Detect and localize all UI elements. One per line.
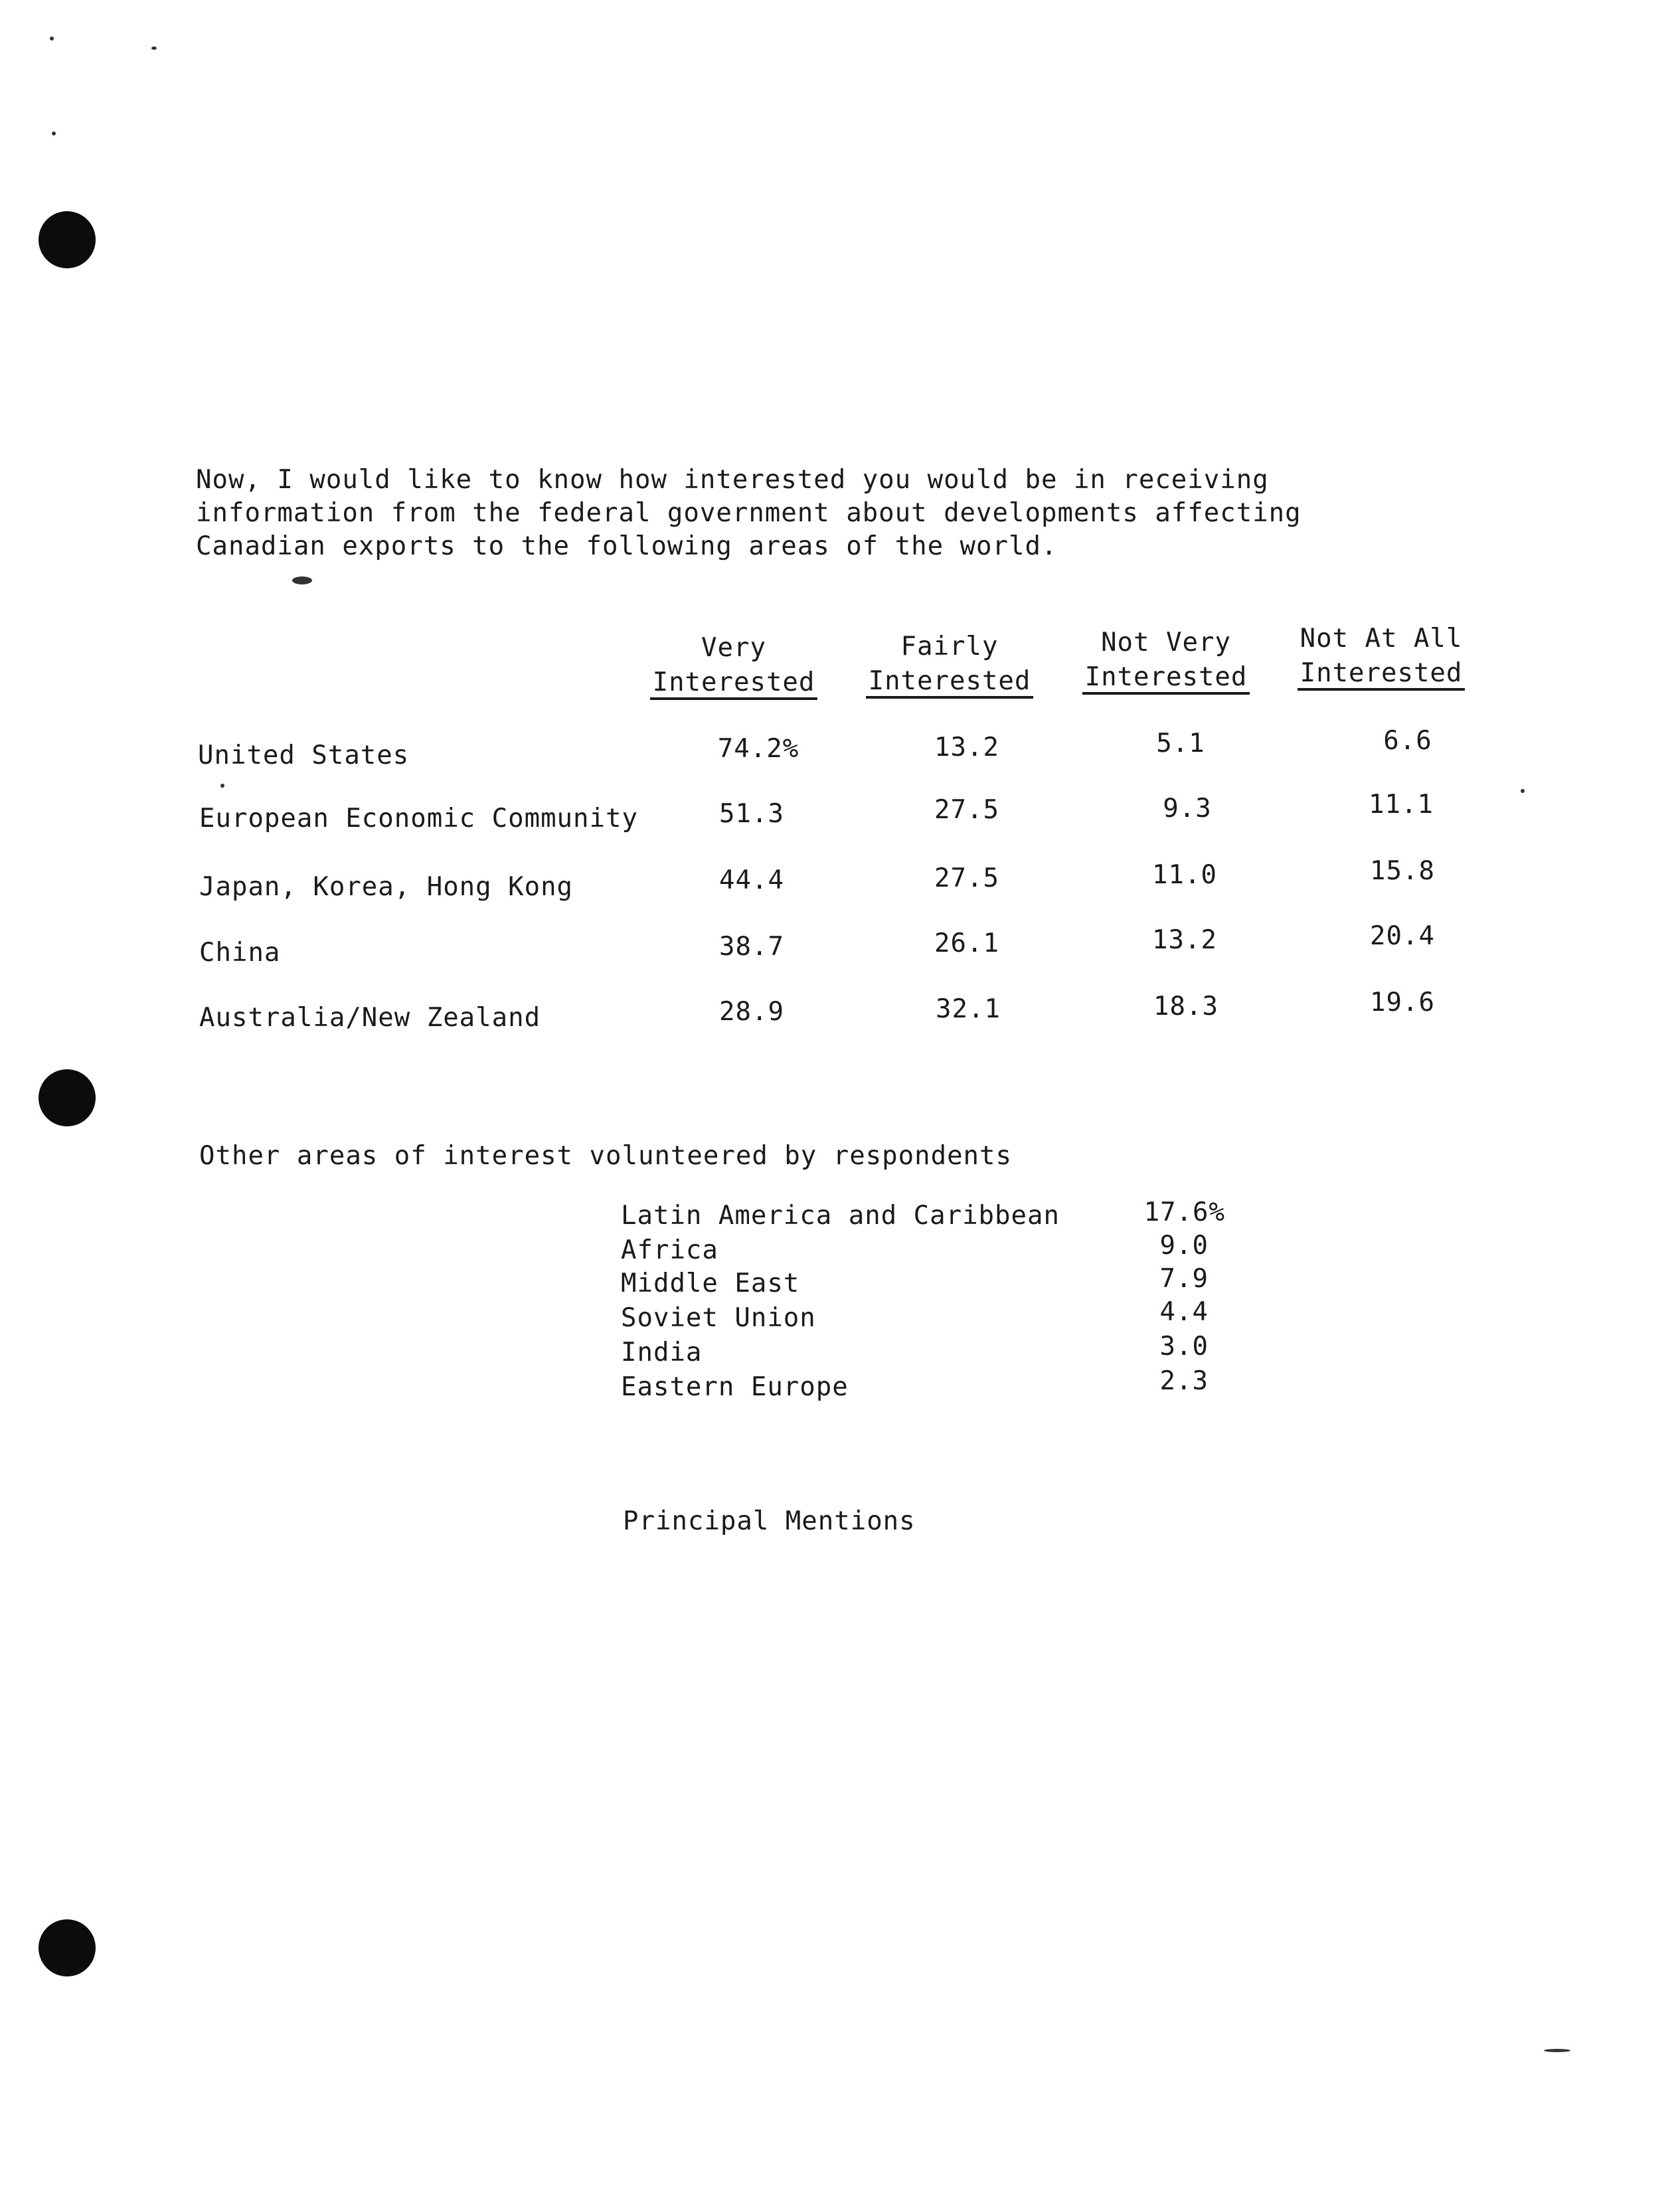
column-header-line2: Interested (866, 667, 1034, 699)
other-area-name: Africa (621, 1235, 718, 1265)
column-header-not-very-interested (1073, 626, 1259, 695)
table-cell: 11.1 (1369, 790, 1434, 820)
other-area-value: 7.9 (1159, 1264, 1209, 1294)
table-row-label: United States (198, 741, 410, 770)
table-cell: 15.8 (1370, 856, 1435, 886)
other-area-name: Latin America and Caribbean (621, 1201, 1060, 1231)
scan-speck (151, 46, 157, 50)
column-header-not-at-all-interested (1288, 622, 1474, 691)
principal-mentions-note: Principal Mentions (623, 1506, 916, 1536)
column-header-very-interested (641, 631, 827, 700)
table-cell: 74.2% (717, 734, 799, 764)
table-cell: 27.5 (934, 863, 999, 893)
table-row-label: Japan, Korea, Hong Kong (199, 872, 574, 902)
table-cell: 13.2 (934, 733, 999, 762)
table-cell: 5.1 (1156, 729, 1205, 758)
column-header-line2: Interested (650, 668, 818, 700)
table-cell: 11.0 (1152, 860, 1217, 890)
other-area-name: Eastern Europe (621, 1372, 849, 1402)
table-cell: 6.6 (1383, 726, 1432, 756)
column-header-fairly-interested (857, 630, 1043, 699)
intro-line-3: Canadian exports to the following areas of the world. (196, 531, 1058, 561)
intro-line-2: information from the federal government about developments affecting (196, 498, 1302, 528)
other-area-value: 3.0 (1159, 1332, 1209, 1361)
table-row-label: European Economic Community (199, 804, 638, 833)
table-row-label: China (199, 938, 281, 968)
punch-hole-middle (39, 1069, 96, 1126)
scan-speck (50, 37, 54, 41)
other-area-name: Soviet Union (621, 1303, 816, 1333)
table-cell: 13.2 (1152, 925, 1217, 955)
column-header-line2: Interested (1298, 659, 1466, 691)
table-cell: 38.7 (719, 932, 784, 962)
table-cell: 28.9 (719, 997, 784, 1027)
punch-hole-top (39, 211, 96, 268)
table-cell: 9.3 (1163, 794, 1212, 824)
scan-speck (1521, 789, 1525, 793)
other-area-value: 2.3 (1159, 1366, 1209, 1396)
other-area-value: 17.6% (1143, 1197, 1225, 1227)
table-cell: 44.4 (719, 865, 784, 895)
table-cell: 19.6 (1370, 988, 1435, 1017)
intro-line-1: Now, I would like to know how interested you would be in receiving (196, 465, 1269, 495)
table-cell: 26.1 (934, 928, 999, 958)
punch-hole-bottom (39, 1919, 96, 1976)
table-cell: 18.3 (1153, 992, 1218, 1021)
scan-speck (1544, 2049, 1570, 2052)
other-area-value: 9.0 (1159, 1231, 1209, 1261)
scan-speck (52, 131, 56, 135)
scan-speck (220, 784, 224, 788)
other-areas-heading: Other areas of interest volunteered by respondents (199, 1141, 1012, 1171)
column-header-line2: Interested (1082, 663, 1250, 695)
column-header-line1: Not At All (1300, 624, 1463, 654)
table-cell: 20.4 (1370, 921, 1435, 951)
other-area-name: Middle East (621, 1269, 800, 1298)
column-header-line1: Fairly (900, 632, 999, 661)
table-row-label: Australia/New Zealand (199, 1003, 541, 1033)
other-area-value: 4.4 (1159, 1297, 1209, 1327)
other-area-name: India (621, 1338, 703, 1367)
scan-speck (292, 576, 312, 584)
table-cell: 27.5 (934, 795, 999, 825)
table-cell: 32.1 (936, 994, 1001, 1024)
column-header-line1: Very (701, 633, 766, 663)
column-header-line1: Not Very (1101, 628, 1231, 657)
table-cell: 51.3 (719, 799, 784, 829)
